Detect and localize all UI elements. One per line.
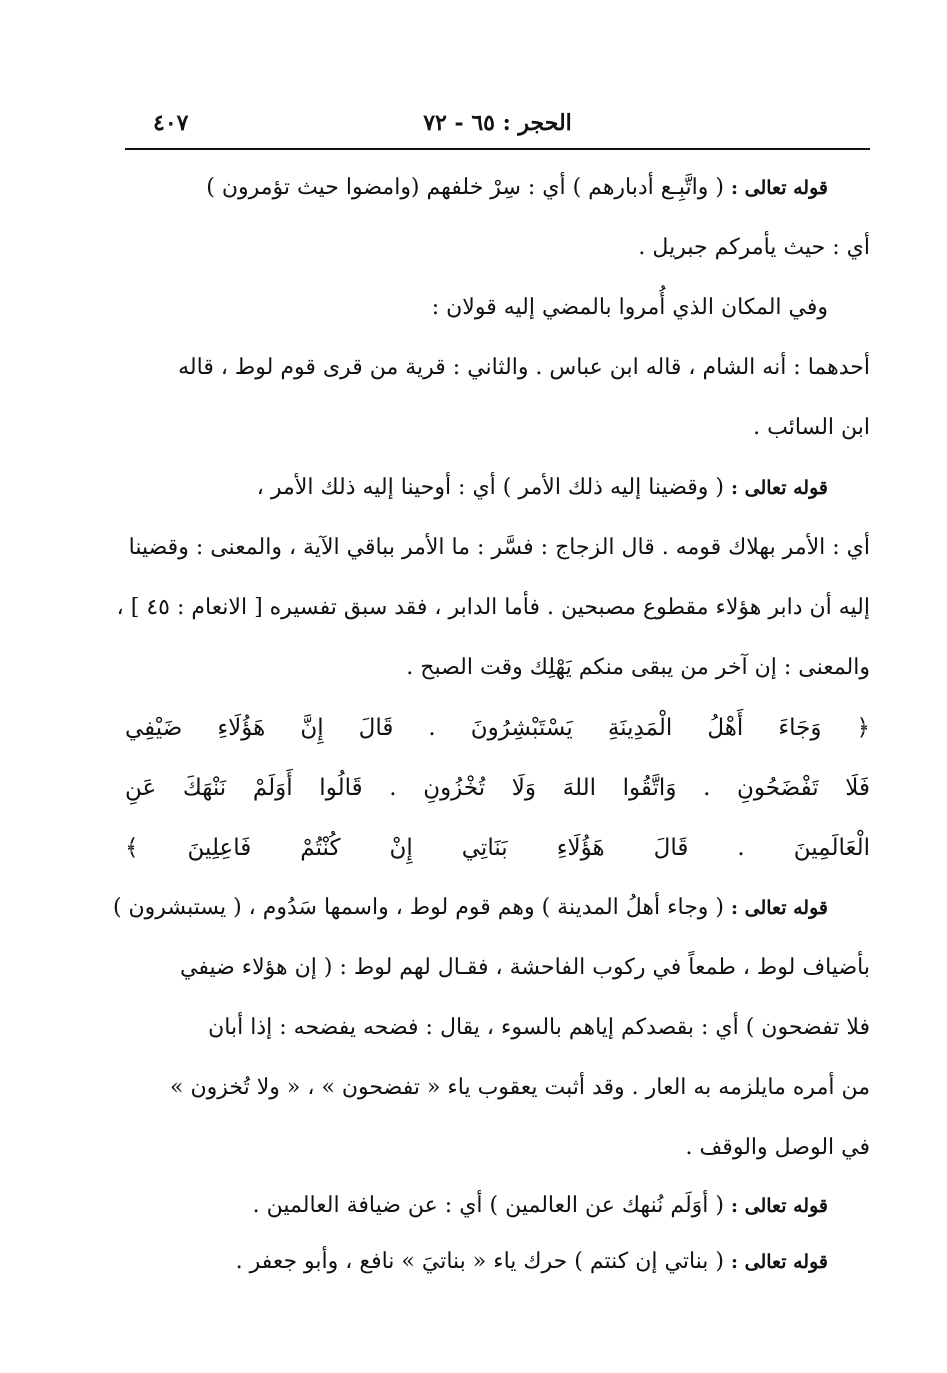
page-number: ٤٠٧: [153, 110, 189, 136]
text-line: أحدهما : أنه الشام ، قاله ابن عباس . والثاني : قرية من قرى قوم لوط ، قاله: [178, 355, 870, 380]
quran-verse-line: فَلَا تَفْضَحُونِ . وَاتَّقُوا اللهَ وَلَا تُخْزُونِ . قَالُوا أَوَلَمْ نَنْهَكَ عَنِ: [125, 775, 870, 801]
text-line: إليه أن دابر هؤلاء مقطوع مصبحين . فأما الدابر ، فقد سبق تفسيره [ الانعام : ٤٥ ] ،: [116, 595, 870, 620]
text-line: [125, 1178, 870, 1234]
verse-label: قوله تعالى :: [731, 177, 828, 199]
text-line: فلا تفضحون ) أي : بقصدكم إياهم بالسوء ، يقال : فضحه يفضحه : إذا أبان: [208, 1015, 870, 1040]
verse-label: قوله تعالى :: [731, 897, 828, 919]
text-line: [125, 1234, 870, 1290]
verse-label: قوله تعالى :: [731, 1195, 828, 1217]
running-title: الحجر : ٦٥ - ٧٢: [423, 110, 572, 136]
page-body: [112, 158, 870, 1290]
text-line: [125, 458, 870, 518]
text-line: والمعنى : إن آخر من يبقى منكم يَهْلِك وقت الصبح .: [406, 655, 870, 680]
commentary-text: ( وقضينا إليه ذلك الأمر ) أي : أوحينا إليه ذلك الأمر ،: [256, 475, 724, 500]
quran-verse-line: الْعَالَمِينَ . قَالَ هَؤُلَاءِ بَنَاتِي إِنْ كُنْتُمْ فَاعِلِينَ ﴾: [125, 835, 870, 861]
commentary-text: ( بناتي إن كنتم ) حرك ياء « بناتيَ » نافع ، وأبو جعفر .: [235, 1249, 724, 1274]
header-rule: [125, 148, 870, 150]
verse-label: قوله تعالى :: [731, 477, 828, 499]
text-line: بأضياف لوط ، طمعاً في ركوب الفاحشة ، فقـال لهم لوط : ( إن هؤلاء ضيفي: [180, 955, 870, 980]
commentary-text: ( أوَلَم نُنهك عن العالمين ) أي : عن ضيافة العالمين .: [252, 1193, 724, 1218]
text-line: أي : حيث يأمركم جبريل .: [638, 235, 870, 260]
text-line: من أمره مايلزمه به العار . وقد أثبت يعقوب ياء « تفضحون » ، « ولا تُخزون »: [170, 1075, 870, 1100]
text-line: أي : الأمر بهلاك قومه . قال الزجاج : فسَّر : ما الأمر بباقي الآية ، والمعنى : وقضينا: [128, 535, 870, 560]
text-line: وفي المكان الذي أُمروا بالمضي إليه قولان :: [431, 295, 828, 320]
commentary-text: ( وجاء أهلُ المدينة ) وهم قوم لوط ، واسمها سَدُوم ، ( يستبشرون ): [112, 895, 724, 920]
text-line: [112, 878, 870, 938]
page-header: [125, 110, 870, 140]
commentary-text: ( واتَّبِـع أدبارهم ) أي : سِرْ خلفهم (وامضوا حيث تؤمرون ): [206, 175, 724, 200]
text-line: في الوصل والوقف .: [685, 1135, 870, 1160]
quran-verse-line: ﴿ وَجَاءَ أَهْلُ الْمَدِينَةِ يَسْتَبْشِرُونَ . قَالَ إِنَّ هَؤُلَاءِ ضَيْفِي: [125, 715, 870, 741]
text-line: ابن السائب .: [753, 415, 870, 440]
verse-label: قوله تعالى :: [731, 1251, 828, 1273]
text-line: [125, 158, 870, 218]
